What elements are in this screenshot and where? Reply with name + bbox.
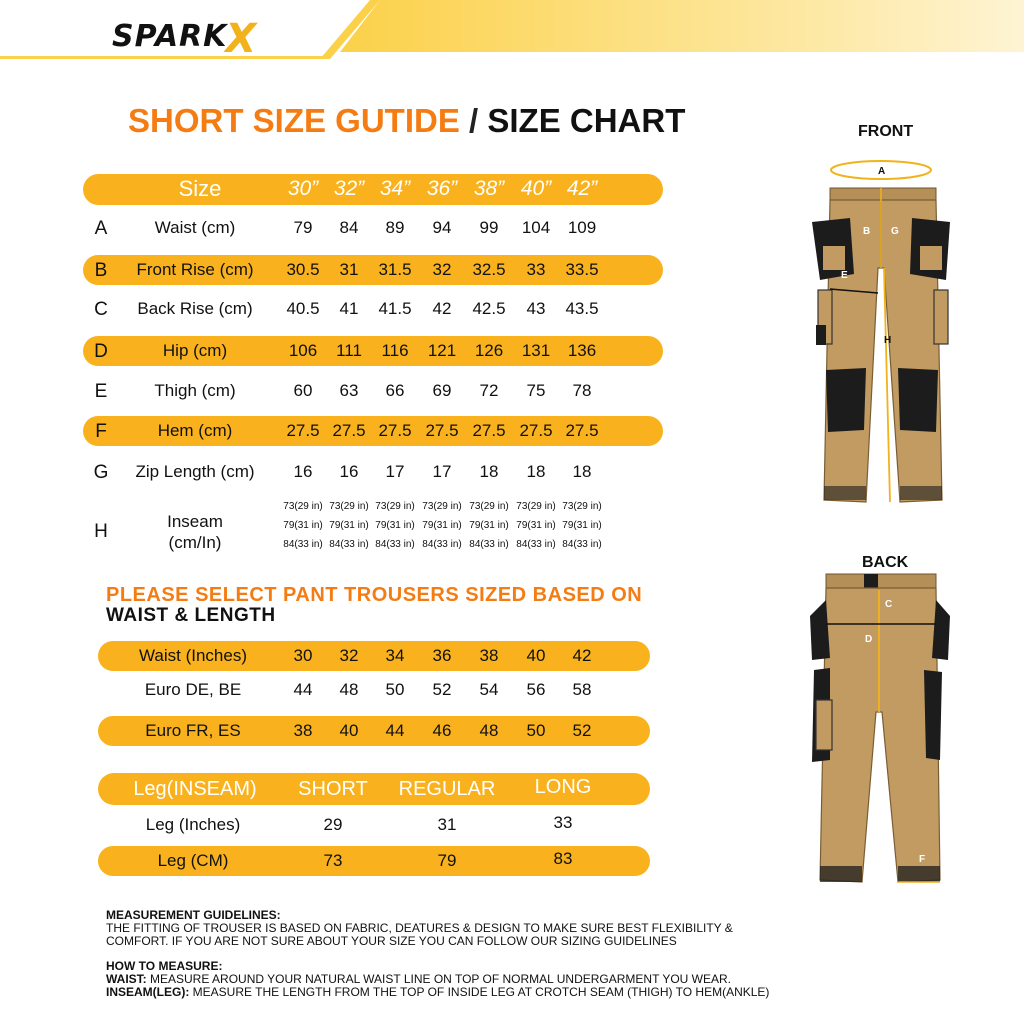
inseam-cell: 73(29 in) [516, 501, 556, 512]
size-cell: 16 [339, 462, 359, 481]
back-pants-illustration [790, 560, 990, 900]
size-cell: 104 [521, 218, 551, 237]
title-part1: SHORT SIZE GUTIDE [128, 102, 460, 139]
inseam-cell: 79(31 in) [516, 520, 556, 531]
inseam-cell: 84(33 in) [469, 539, 509, 550]
size-header-cell: 38” [473, 177, 505, 200]
size-cell: 75 [526, 381, 546, 400]
how-to-waist: WAIST: MEASURE AROUND YOUR NATURAL WAIST LINE ON TOP OF NORMAL UNDERGARMENT YOU WEAR. [106, 972, 731, 986]
size-cell: 41 [339, 299, 359, 318]
size-header-cell: 36” [426, 177, 458, 200]
leg-row-label: Leg (CM) [157, 851, 229, 870]
row-label: Zip Length (cm) [135, 462, 255, 481]
size-cell: 17 [432, 462, 452, 481]
waist-cell: 46 [432, 721, 452, 740]
waist-cell: 52 [572, 721, 592, 740]
leg-cell: 83 [553, 849, 573, 868]
size-cell: 84 [339, 218, 359, 237]
size-cell: 94 [432, 218, 452, 237]
size-cell: 18 [572, 462, 592, 481]
inseam-label-line2: (cm/In) [168, 533, 222, 552]
leg-cell: 29 [323, 815, 343, 834]
size-cell: 18 [526, 462, 546, 481]
size-cell: 40.5 [286, 299, 320, 318]
row-letter: F [95, 421, 107, 442]
size-cell: 66 [385, 381, 405, 400]
front-view-label: FRONT [858, 123, 914, 140]
size-cell: 27.5 [378, 421, 412, 440]
inseam-cell: 73(29 in) [283, 501, 323, 512]
leg-header-cell: LONG [534, 776, 592, 798]
waist-cell: 40 [339, 721, 359, 740]
leg-cell: 73 [323, 851, 343, 870]
row-label: Hem (cm) [157, 421, 233, 440]
leg-header-label: Leg(INSEAM) [133, 778, 257, 800]
size-cell: 69 [432, 381, 452, 400]
size-header-cell: 32” [333, 177, 365, 200]
size-header-cell: 34” [379, 177, 411, 200]
size-cell: 121 [427, 341, 457, 360]
size-cell: 63 [339, 381, 359, 400]
waist-cell: 34 [385, 646, 405, 665]
size-cell: 60 [293, 381, 313, 400]
size-cell: 126 [474, 341, 504, 360]
select-heading-line1: PLEASE SELECT PANT TROUSERS SIZED BASED ON [106, 584, 643, 606]
guidelines-line2: COMFORT. IF YOU ARE NOT SURE ABOUT YOUR SIZE YOU CAN FOLLOW OUR SIZING GUIDELINES [106, 934, 677, 948]
size-cell: 27.5 [332, 421, 366, 440]
marker-g: G [891, 226, 899, 237]
size-cell: 99 [479, 218, 499, 237]
row-label: Thigh (cm) [154, 381, 236, 400]
size-header-cell: 40” [520, 177, 552, 200]
marker-d: D [865, 634, 873, 645]
size-header-cell: 30” [287, 177, 319, 200]
size-cell: 27.5 [519, 421, 553, 440]
waist-cell: 38 [479, 646, 499, 665]
waist-cell: 32 [339, 646, 359, 665]
inseam-cell: 79(31 in) [422, 520, 462, 531]
size-cell: 116 [381, 341, 409, 360]
size-cell: 111 [336, 341, 362, 360]
inseam-cell: 84(33 in) [283, 539, 323, 550]
waist-cell: 40 [526, 646, 546, 665]
marker-a: A [878, 166, 886, 177]
front-pants-illustration [790, 150, 990, 520]
size-cell: 27.5 [472, 421, 506, 440]
marker-c: C [885, 599, 893, 610]
waist-cell: 58 [572, 680, 592, 699]
inseam-cell: 73(29 in) [562, 501, 602, 512]
brand-logo-x: X [225, 16, 258, 62]
guidelines-heading: MEASUREMENT GUIDELINES: [106, 908, 281, 922]
inseam-cell: 73(29 in) [375, 501, 415, 512]
size-cell: 106 [288, 341, 318, 360]
size-cell: 72 [479, 381, 499, 400]
size-cell: 32.5 [472, 260, 506, 279]
waist-cell: 48 [339, 680, 359, 699]
size-cell: 16 [293, 462, 313, 481]
inseam-cell: 84(33 in) [562, 539, 602, 550]
row-letter: G [93, 462, 109, 483]
size-cell: 33 [526, 260, 546, 279]
inseam-cell: 79(31 in) [562, 520, 602, 531]
waist-cell: 44 [385, 721, 405, 740]
size-cell: 27.5 [425, 421, 459, 440]
size-cell: 131 [521, 341, 551, 360]
leg-header-cell: SHORT [298, 778, 368, 800]
size-cell: 79 [293, 218, 313, 237]
row-label: Hip (cm) [162, 341, 228, 360]
size-cell: 43 [526, 299, 546, 318]
size-cell: 18 [479, 462, 499, 481]
waist-cell: 44 [293, 680, 313, 699]
guidelines-line1: THE FITTING OF TROUSER IS BASED ON FABRIC, DEATURES & DESIGN TO MAKE SURE BEST FLEXIBILITY & [106, 921, 733, 935]
size-cell: 31.5 [378, 260, 412, 279]
waist-cell: 38 [293, 721, 313, 740]
row-letter: D [94, 341, 108, 362]
leg-cell: 33 [553, 813, 573, 832]
inseam-cell: 84(33 in) [329, 539, 369, 550]
inseam-cell: 84(33 in) [516, 539, 556, 550]
size-cell: 42.5 [472, 299, 506, 318]
size-cell: 17 [385, 462, 405, 481]
title-part2: SIZE CHART [487, 102, 686, 139]
row-letter: E [94, 381, 108, 402]
marker-h: H [884, 335, 892, 346]
how-to-inseam: INSEAM(LEG): MEASURE THE LENGTH FROM THE TOP OF INSIDE LEG AT CROTCH SEAM (THIGH) TO HEM(ANKLE) [106, 985, 770, 999]
inseam-cell: 73(29 in) [422, 501, 462, 512]
size-cell: 33.5 [565, 260, 599, 279]
inseam-cell: 73(29 in) [469, 501, 509, 512]
waist-cell: 30 [293, 646, 313, 665]
waist-cell: 56 [526, 680, 546, 699]
inseam-cell: 79(31 in) [329, 520, 369, 531]
leg-row-label: Leg (Inches) [145, 815, 241, 834]
title-slash: / [469, 102, 479, 139]
size-cell: 27.5 [286, 421, 320, 440]
select-heading-line2: WAIST & LENGTH [106, 605, 276, 626]
size-cell: 30.5 [286, 260, 320, 279]
size-cell: 27.5 [565, 421, 599, 440]
how-to-heading: HOW TO MEASURE: [106, 959, 223, 973]
size-cell: 109 [567, 218, 597, 237]
inseam-label-line1: Inseam [167, 512, 223, 531]
inseam-cell: 73(29 in) [329, 501, 369, 512]
size-cell: 89 [385, 218, 405, 237]
marker-b: B [863, 226, 871, 237]
row-letter: A [94, 218, 108, 239]
size-cell: 32 [432, 260, 452, 279]
size-cell: 43.5 [565, 299, 599, 318]
size-cell: 31 [339, 260, 359, 279]
waist-cell: 36 [432, 646, 452, 665]
size-cell: 136 [567, 341, 597, 360]
inseam-cell: 84(33 in) [422, 539, 462, 550]
waist-cell: 54 [479, 680, 499, 699]
inseam-cell: 79(31 in) [375, 520, 415, 531]
inseam-cell: 79(31 in) [469, 520, 509, 531]
size-header-label: Size [178, 176, 222, 201]
marker-f: F [919, 854, 926, 865]
waist-cell: 42 [572, 646, 592, 665]
waist-cell: 50 [526, 721, 546, 740]
waist-row-label: Euro FR, ES [145, 721, 241, 740]
inseam-cell: 79(31 in) [283, 520, 323, 531]
row-label: Waist (cm) [154, 218, 236, 237]
row-label: Back Rise (cm) [137, 299, 253, 318]
row-letter: C [94, 299, 108, 320]
waist-row-label: Waist (Inches) [138, 646, 247, 665]
leg-cell: 79 [437, 851, 457, 870]
header-yellow-band [340, 0, 1024, 52]
brand-logo [112, 10, 258, 62]
size-cell: 42 [432, 299, 452, 318]
waist-cell: 52 [432, 680, 452, 699]
inseam-cell: 84(33 in) [375, 539, 415, 550]
row-label: Front Rise (cm) [136, 260, 254, 279]
waist-row-label: Euro DE, BE [144, 680, 242, 699]
leg-cell: 31 [437, 815, 457, 834]
waist-cell: 50 [385, 680, 405, 699]
marker-e: E [841, 270, 848, 281]
brand-logo-text: SPARK [112, 19, 228, 54]
row-letter: H [94, 521, 108, 542]
waist-cell: 48 [479, 721, 499, 740]
size-cell: 78 [572, 381, 592, 400]
leg-header-cell: REGULAR [398, 778, 496, 800]
header-stripe [0, 56, 330, 59]
back-view-label: BACK [862, 554, 909, 571]
page-title [128, 102, 685, 140]
size-header-cell: 42” [566, 177, 598, 200]
row-letter: B [94, 260, 108, 281]
size-cell: 41.5 [378, 299, 412, 318]
